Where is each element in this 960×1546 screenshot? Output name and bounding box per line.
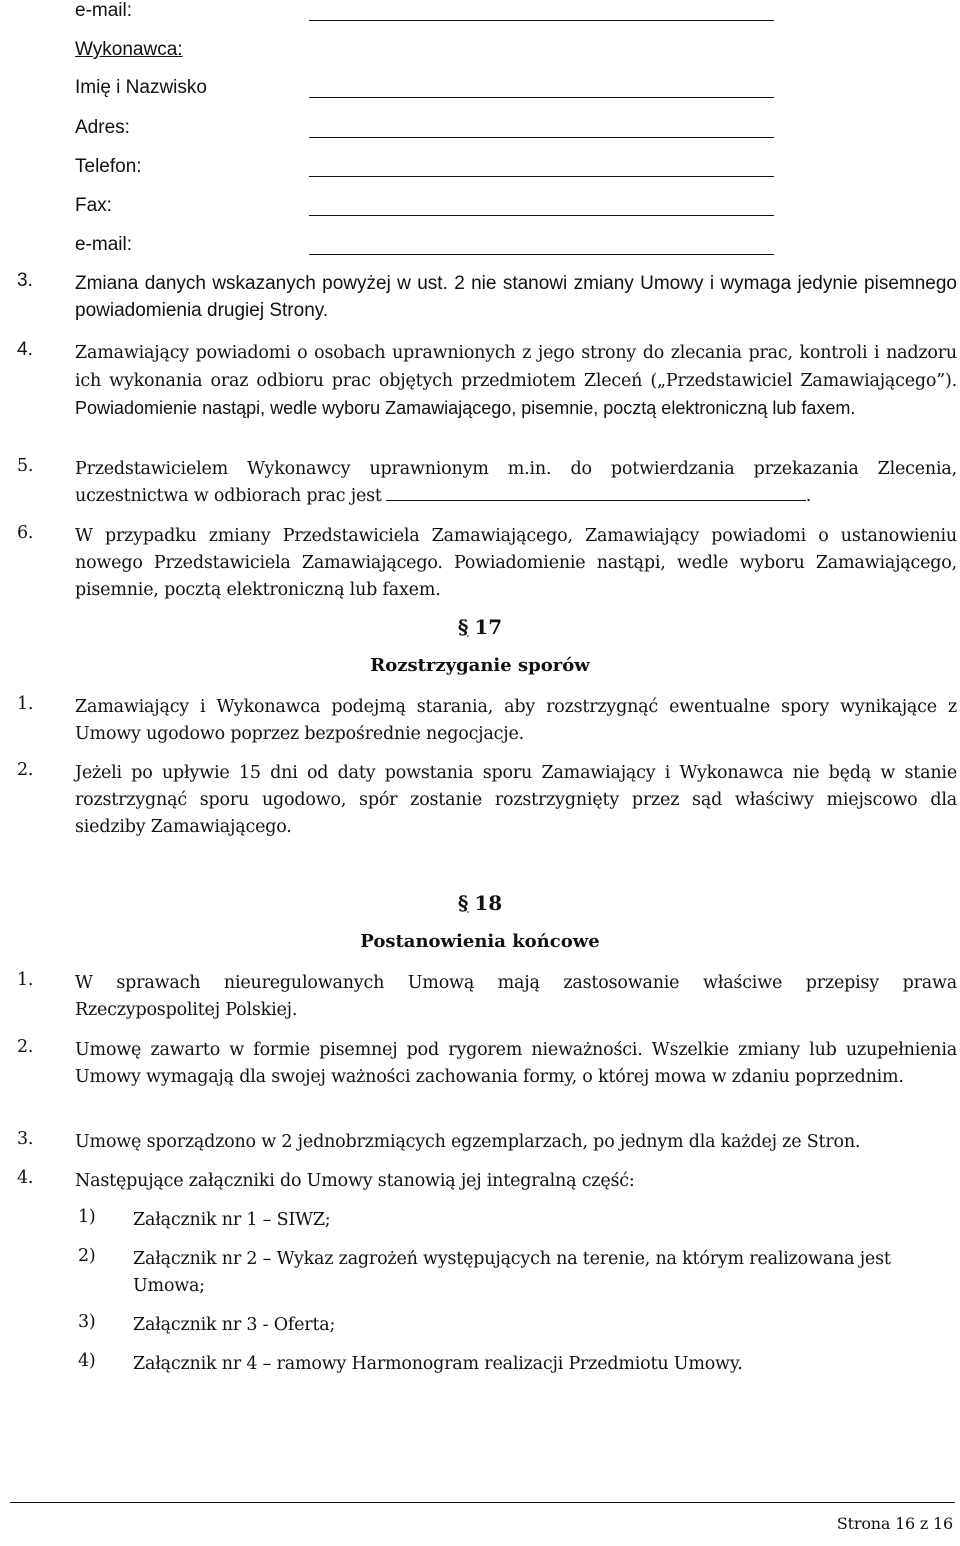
- item-text: Przedstawicielem Wykonawcy uprawnionym m.in. do potwierdzania przekazania Zlecenia, uczestnictwa w odbiorach prac jest: [75, 459, 957, 506]
- section-number-value: 17: [474, 615, 503, 639]
- attachment-number: 3): [78, 1312, 96, 1332]
- contractor-phone-field: [75, 155, 775, 179]
- field-label: e-mail:: [75, 234, 133, 255]
- section-number: [0, 891, 960, 915]
- contractor-email-field: [75, 233, 775, 257]
- field-label: Telefon:: [75, 156, 142, 177]
- attachment-text: Załącznik nr 3 - Oferta;: [133, 1315, 336, 1335]
- field-label: Imię i Nazwisko: [75, 77, 207, 98]
- blank-line: [309, 254, 774, 255]
- footer-divider: [10, 1502, 955, 1503]
- item-number: 1.: [17, 970, 34, 990]
- section-number: [0, 615, 960, 639]
- contractor-name-field: [75, 76, 775, 100]
- item-text: Powiadomienie nastąpi, wedle wyboru Zamawiającego, pisemnie, pocztą elektroniczną lub faxem.: [75, 398, 856, 418]
- attachment-number: 2): [78, 1246, 96, 1266]
- attachment-number: 1): [78, 1207, 96, 1227]
- item-text: Następujące załączniki do Umowy stanowią jej integralną część:: [75, 1171, 635, 1191]
- field-label: Adres:: [75, 117, 130, 138]
- email-field-top: [75, 0, 775, 23]
- paragraph-sign: §: [457, 891, 469, 915]
- page-number: Strona 16 z 16: [836, 1514, 953, 1533]
- item-text-block: [75, 339, 957, 422]
- item-number: 3.: [17, 270, 33, 291]
- item-text-block: [75, 456, 957, 510]
- blank-line: [309, 176, 774, 177]
- contractor-heading: [75, 38, 775, 62]
- item-text: Umowę zawarto w formie pisemnej pod rygorem nieważności. Wszelkie zmiany lub uzupełnienia Umowy wymagają dla swojej ważności zachowania formy, o której mowa w zdaniu poprzednim.: [75, 1040, 957, 1087]
- item-number: 5.: [17, 456, 34, 476]
- blank-line: [309, 97, 774, 98]
- item-text: Jeżeli po upływie 15 dni od daty powstania sporu Zamawiający i Wykonawca nie będą w stanie rozstrzygnąć sporu ugodowo, spór zostanie rozstrzygnięty przez sąd właściwy miejscowo dla siedziby Zamawiającego.: [75, 763, 957, 837]
- contractor-fax-field: [75, 194, 775, 218]
- attachment-text: Załącznik nr 2 – Wykaz zagrożeń występujących na terenie, na którym realizowana jest Umowa;: [133, 1249, 891, 1296]
- item-number: 3.: [17, 1129, 34, 1149]
- attachment-text: Załącznik nr 1 – SIWZ;: [133, 1210, 331, 1230]
- paragraph-sign: §: [457, 615, 469, 639]
- attachment-number: 4): [78, 1351, 96, 1371]
- item-text-end: .: [805, 486, 812, 506]
- contractor-address-field: [75, 116, 775, 140]
- blank-line: [309, 137, 774, 138]
- blank-line: [309, 215, 774, 216]
- field-label: Fax:: [75, 195, 112, 216]
- item-number: 2.: [17, 1037, 34, 1057]
- email-label: e-mail:: [75, 0, 133, 21]
- item-number: 1.: [17, 694, 34, 714]
- item-number: 4.: [17, 1168, 34, 1188]
- item-text: Umowę sporządzono w 2 jednobrzmiących egzemplarzach, po jednym dla każdej ze Stron.: [75, 1132, 861, 1152]
- attachment-text: Załącznik nr 4 – ramowy Harmonogram realizacji Przedmiotu Umowy.: [133, 1354, 743, 1374]
- section-number-value: 18: [474, 891, 503, 915]
- item-number: 6.: [17, 523, 34, 543]
- item-text: W sprawach nieuregulowanych Umową mają zastosowanie właściwe przepisy prawa Rzeczypospolitej Polskiej.: [75, 973, 957, 1020]
- section-title: Rozstrzyganie sporów: [370, 655, 590, 676]
- blank-line: [386, 484, 806, 501]
- item-text: Zmiana danych wskazanych powyżej w ust. 2 nie stanowi zmiany Umowy i wymaga jedynie pisemnego powiadomienia drugiej Strony.: [75, 273, 957, 321]
- item-number: 2.: [17, 760, 34, 780]
- item-text: W przypadku zmiany Przedstawiciela Zamawiającego, Zamawiający powiadomi o ustanowieniu nowego Przedstawiciela Zamawiającego. Powiadomienie nastąpi, wedle wyboru Zamawiającego, pisemnie, pocztą elektroniczną lub faxem.: [75, 526, 957, 600]
- item-text: Zamawiający i Wykonawca podejmą starania, aby rozstrzygnąć ewentualne spory wynikające z Umowy ugodowo poprzez bezpośrednie negocjacje.: [75, 697, 957, 744]
- blank-line: [309, 20, 774, 21]
- item-number: 4.: [17, 339, 33, 360]
- item-text: Zamawiający powiadomi o osobach uprawnionych z jego strony do zlecania prac, kontroli i nadzoru ich wykonania oraz odbioru prac objętych przedmiotem Zleceń („Przedstawiciel Zamawiającego”).: [75, 343, 957, 391]
- section-title: Postanowienia końcowe: [360, 931, 600, 952]
- contractor-heading-label: Wykonawca:: [75, 39, 183, 60]
